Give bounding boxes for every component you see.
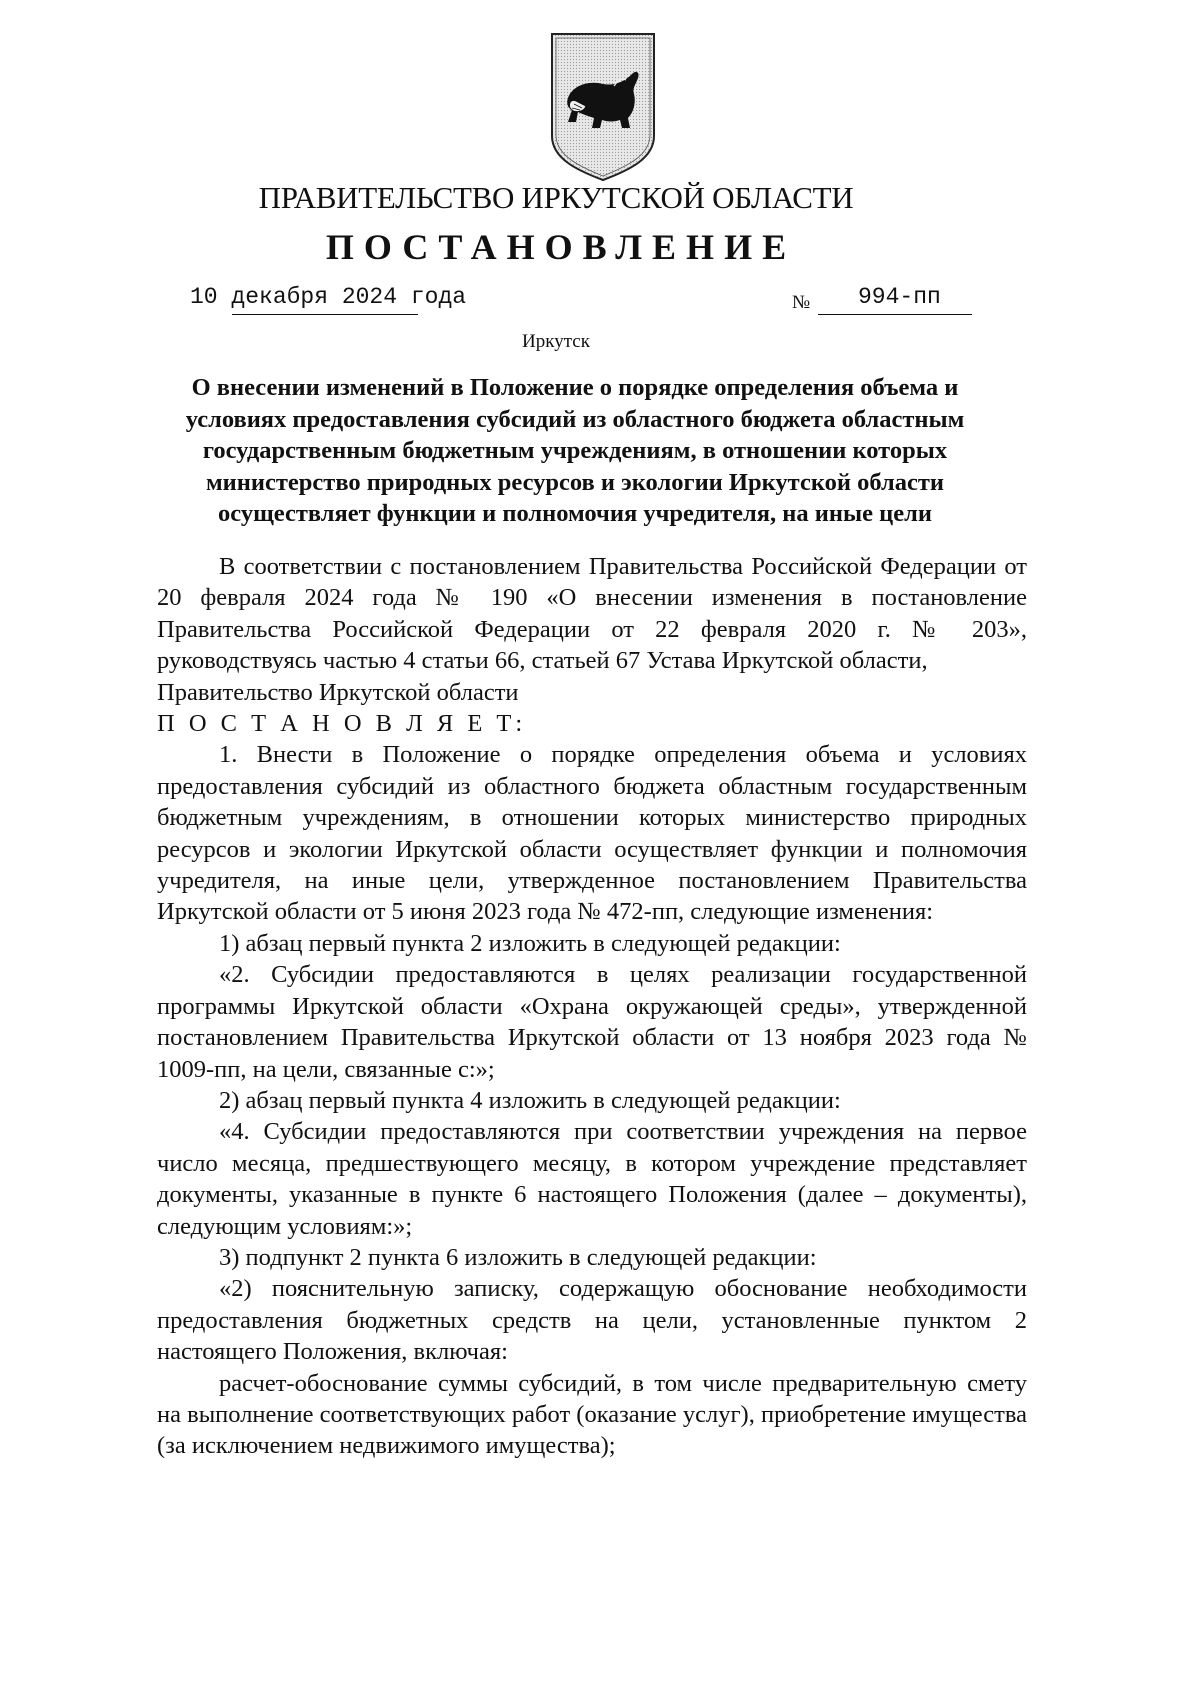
decrees-word: П О С Т А Н О В Л Я Е Т: [157,710,527,738]
decree-number: 994-пп [858,284,941,310]
paragraph-2: 1) абзац первый пункта 2 изложить в следующей редакции: [219,929,841,957]
paragraph-5: «4. Субсидии предоставляются при соответствии учреждения на первое число месяца, предшествующего месяцу, в котором учреждение представляет документы, указанные в пункте 6 настоящего Положения (далее – документы), следующим условиям:»; [157,1118,1027,1240]
date-underline [232,314,418,315]
document-title: О внесении изменений в Положение о порядке определения объема и условиях предоставления субсидий из областного бюджета областным государственным бюджетным учреждениям, в отношении которых министерство природных ресурсов и экологии Иркутской области осуществляет функции и полномочия учредителя, на иные цели [185,374,965,527]
government-name: ПРАВИТЕЛЬСТВО ИРКУТСКОЙ ОБЛАСТИ [258,180,854,215]
document-type-heading: ПОСТАНОВЛЕНИЕ [325,227,797,267]
document-body [157,551,1027,1462]
number-sign: № [792,292,811,313]
paragraph-7: «2) пояснительную записку, содержащую обоснование необходимости предоставления бюджетных средств на цели, установленные пунктом 2 настоящего Положения, включая: [157,1275,1027,1366]
paragraph-6: 3) подпункт 2 пункта 6 изложить в следующей редакции: [219,1243,817,1271]
paragraph-4: 2) абзац первый пункта 4 изложить в следующей редакции: [219,1086,841,1114]
decree-date: 10 декабря 2024 года [190,284,467,310]
paragraph-3: «2. Субсидии предоставляются в целях реализации государственной программы Иркутской области «Охрана окружающей среды», утвержденной постановлением Правительства Иркутской области от 13 ноября 2023 года № 1009-пп, на цели, связанные с:»; [157,961,1027,1083]
paragraph-1: 1. Внести в Положение о порядке определения объема и условиях предоставления субсидий из областного бюджета областным государственным бюджетным учреждениям, в отношении которых министерство природных ресурсов и экологии Иркутской области осуществляет функции и полномочия учредителя, на иные цели, утвержденное постановлением Правительства Иркутской области от 5 июня 2023 года № 472-пп, следующие изменения: [157,741,1027,926]
coat-of-arms-emblem [548,28,658,184]
number-underline [818,314,972,315]
preamble-end: Правительство Иркутской области [157,678,519,706]
preamble-paragraph: В соответствии с постановлением Правительства Российской Федерации от 20 февраля 2024 года № 190 «О внесении изменения в постановление Правительства Российской Федерации от 22 февраля 2020 г. № 203», руководствуясь частью 4 статьи 66, статьей 67 Устава Иркутской области, [157,553,1027,675]
paragraph-8: расчет-обоснование суммы субсидий, в том числе предварительную смету на выполнение соответствующих работ (оказание услуг), приобретение имущества (за исключением недвижимого имущества); [157,1369,1027,1460]
city-name: Иркутск [522,331,590,352]
